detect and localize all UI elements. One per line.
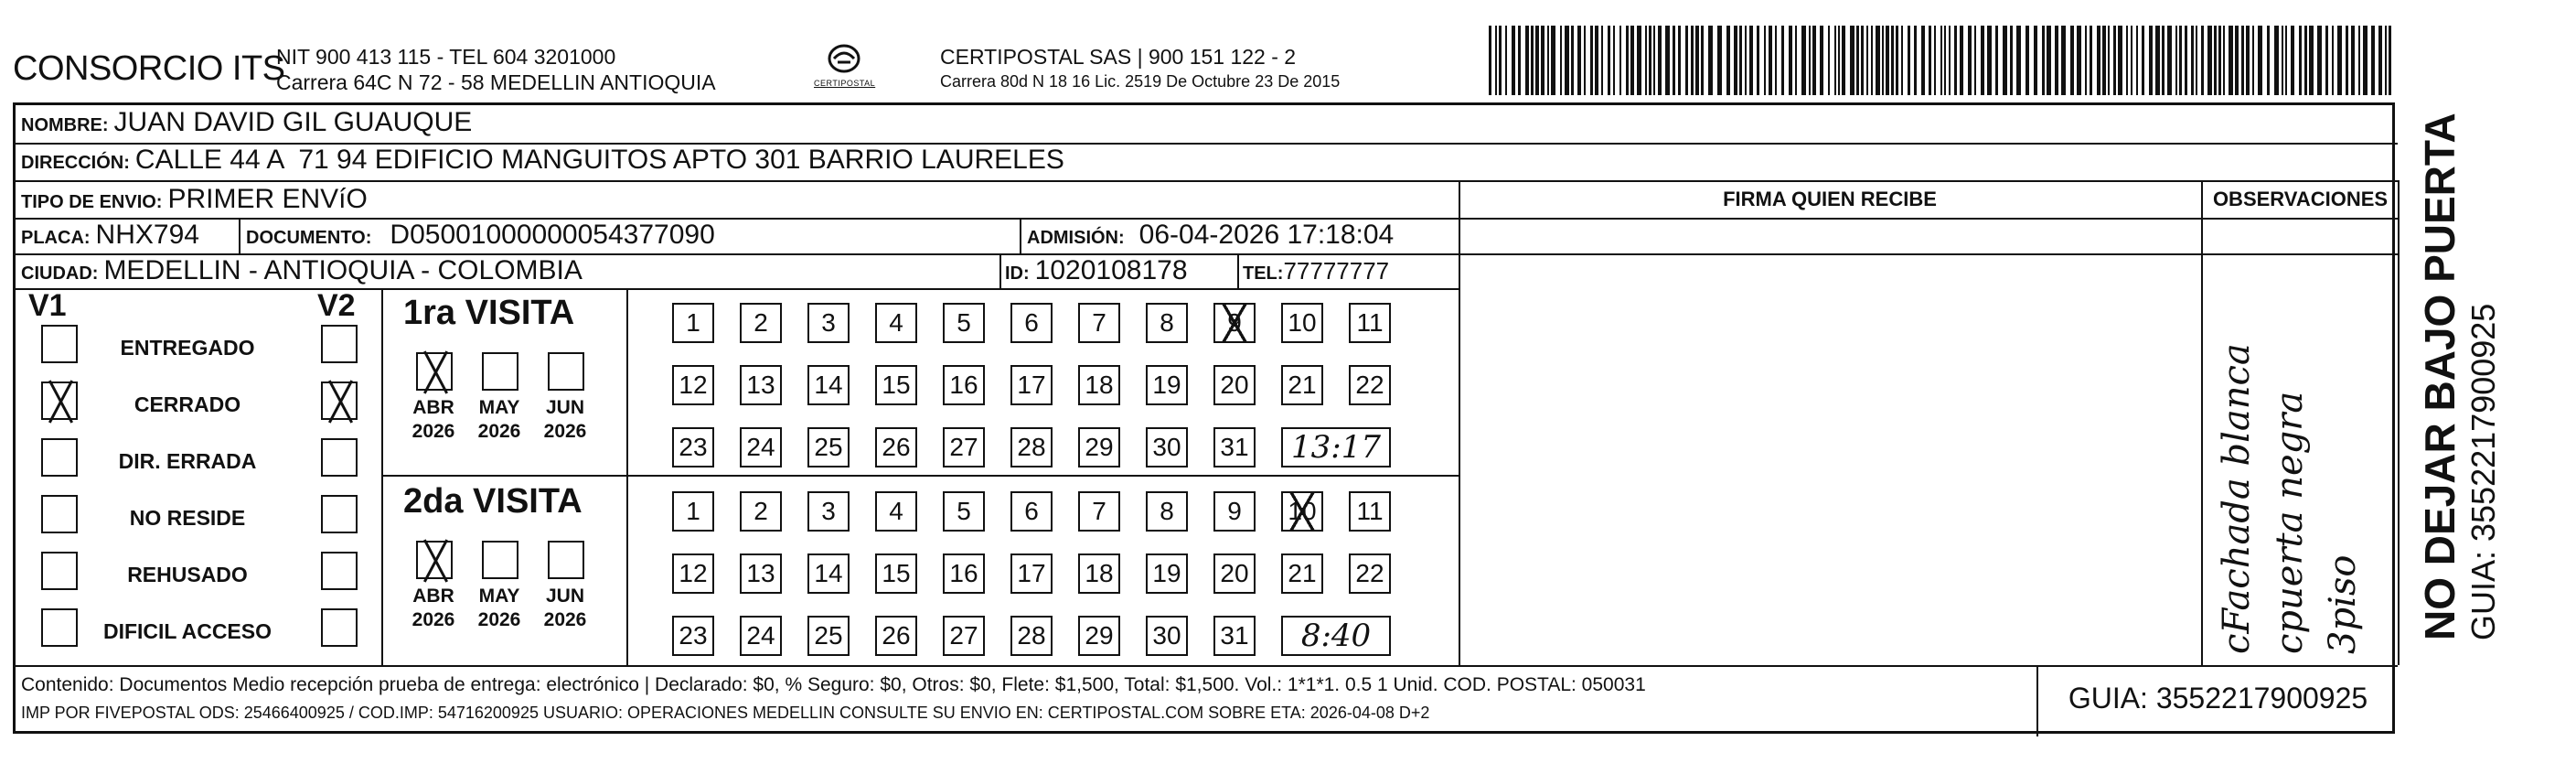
v2-checkbox[interactable] bbox=[321, 382, 358, 420]
admision-value: 06-04-2026 17:18:04 bbox=[1138, 220, 1395, 250]
barcode-bar bbox=[1499, 26, 1502, 95]
month-checkbox[interactable] bbox=[482, 541, 518, 579]
day-box[interactable]: 2 bbox=[740, 491, 782, 532]
day-box[interactable]: 9 bbox=[1213, 491, 1256, 532]
carrier-info bbox=[940, 44, 1340, 93]
month-name: JUN bbox=[545, 586, 584, 607]
company-info bbox=[276, 44, 716, 95]
day-box[interactable]: 29 bbox=[1078, 616, 1120, 656]
barcode-bar bbox=[1908, 26, 1910, 95]
barcode-bar bbox=[1781, 26, 1784, 95]
barcode-bar bbox=[2246, 26, 2250, 95]
day-box[interactable]: 25 bbox=[807, 427, 850, 467]
day-box[interactable]: 20 bbox=[1213, 553, 1256, 594]
barcode-bar bbox=[2299, 26, 2302, 95]
barcode-bar bbox=[2337, 26, 2342, 95]
barcode-bar bbox=[1940, 26, 1942, 95]
barcode-bar bbox=[1866, 26, 1868, 95]
barcode-bar bbox=[2167, 26, 2172, 95]
v1-label: V1 bbox=[28, 288, 67, 323]
day-box[interactable]: 5 bbox=[943, 491, 985, 532]
barcode-bar bbox=[2196, 26, 2197, 95]
barcode-bar bbox=[2162, 26, 2164, 95]
barcode-bar bbox=[2317, 26, 2322, 95]
barcode-bar bbox=[2378, 26, 2382, 95]
barcode-bar bbox=[2016, 26, 2021, 95]
barcode-bar bbox=[2026, 26, 2029, 95]
month-checkbox[interactable] bbox=[548, 541, 584, 579]
day-box[interactable]: 13 bbox=[740, 365, 782, 405]
barcode-bar bbox=[1525, 26, 1529, 95]
month-name: JUN bbox=[545, 397, 584, 418]
barcode-bar bbox=[1489, 26, 1491, 95]
barcode-bar bbox=[1914, 26, 1917, 95]
barcode-bar bbox=[1495, 26, 1497, 95]
month-label bbox=[533, 585, 597, 632]
day-box[interactable]: 17 bbox=[1010, 553, 1053, 594]
barcode-bar bbox=[2332, 26, 2334, 95]
barcode-bar bbox=[2077, 26, 2081, 95]
id-value: 1020108178 bbox=[1034, 255, 1188, 285]
barcode-bar bbox=[1626, 26, 1629, 95]
barcode-bar bbox=[1871, 26, 1873, 95]
barcode-bar bbox=[2285, 26, 2287, 95]
v1-checkbox[interactable] bbox=[41, 438, 78, 477]
v2-label: V2 bbox=[317, 288, 356, 323]
barcode-bar bbox=[1987, 26, 1992, 95]
month-year: 2026 bbox=[412, 609, 455, 630]
barcode-bar bbox=[1658, 26, 1662, 95]
footer-imp: IMP POR FIVEPOSTAL ODS: 25466400925 / COD.IMP: 54716200925 USUARIO: OPERACIONES MEDELLIN CONSULTE SU ENVIO EN: CERTIPOSTAL.COM SOBRE ETA: 2026-04-08 D+2 bbox=[21, 704, 1430, 722]
barcode bbox=[1489, 26, 2403, 95]
direccion-label: DIRECCIÓN: bbox=[21, 153, 130, 173]
barcode-bar bbox=[1601, 26, 1603, 95]
barcode-bar bbox=[1789, 26, 1792, 95]
barcode-bar bbox=[1838, 26, 1840, 95]
month-label bbox=[401, 396, 465, 444]
barcode-bar bbox=[1886, 26, 1889, 95]
documento-label: DOCUMENTO: bbox=[246, 228, 372, 248]
barcode-bar bbox=[2090, 26, 2092, 95]
company-nit: NIT 900 413 115 - TEL 604 3201000 bbox=[276, 45, 616, 69]
day-box[interactable]: 12 bbox=[672, 365, 714, 405]
barcode-bar bbox=[1584, 26, 1586, 95]
barcode-bar bbox=[1649, 26, 1651, 95]
shipping-form bbox=[13, 102, 2395, 734]
day-box[interactable]: 1 bbox=[672, 491, 714, 532]
barcode-bar bbox=[2241, 26, 2244, 95]
barcode-bar bbox=[2085, 26, 2087, 95]
barcode-bar bbox=[1645, 26, 1647, 95]
barcode-bar bbox=[2351, 26, 2355, 95]
id-label: ID: bbox=[1005, 263, 1030, 284]
barcode-bar bbox=[1974, 26, 1976, 95]
barcode-bar bbox=[1630, 26, 1634, 95]
barcode-bar bbox=[1691, 26, 1694, 95]
v2-checkbox[interactable] bbox=[321, 495, 358, 533]
status-label: NO RESIDE bbox=[129, 506, 246, 530]
ciudad-label: CIUDAD: bbox=[21, 263, 99, 284]
barcode-bar bbox=[1954, 26, 1957, 95]
firma-header: FIRMA QUIEN RECIBE bbox=[1723, 188, 1937, 210]
tel-value: 77777777 bbox=[1283, 257, 1390, 285]
barcode-bar bbox=[2385, 26, 2387, 95]
day-box[interactable]: 18 bbox=[1078, 365, 1120, 405]
day-box[interactable]: 22 bbox=[1349, 365, 1391, 405]
barcode-bar bbox=[1739, 26, 1742, 95]
tel-label: TEL: bbox=[1243, 263, 1284, 284]
barcode-bar bbox=[1717, 26, 1722, 95]
barcode-bar bbox=[1749, 26, 1753, 95]
day-box[interactable]: 7 bbox=[1078, 303, 1120, 343]
day-box[interactable]: 27 bbox=[943, 616, 985, 656]
barcode-bar bbox=[1505, 26, 1507, 95]
barcode-bar bbox=[1949, 26, 1951, 95]
day-box[interactable]: 19 bbox=[1146, 365, 1188, 405]
barcode-bar bbox=[1653, 26, 1655, 95]
day-box[interactable]: 4 bbox=[875, 491, 917, 532]
v1-checkbox[interactable] bbox=[41, 382, 78, 420]
barcode-bar bbox=[2389, 26, 2391, 95]
barcode-bar bbox=[1595, 26, 1598, 95]
day-box[interactable]: 15 bbox=[875, 553, 917, 594]
barcode-bar bbox=[1565, 26, 1569, 95]
day-box[interactable]: 5 bbox=[943, 303, 985, 343]
barcode-bar bbox=[2175, 26, 2177, 95]
footer-contenido: Contenido: Documentos Medio recepción prueba de entrega: electrónico | Declarado: $0, % Seguro: $0, Otros: $0, Flete: $1,500, Total: $1,500. Vol.: 1*1*1. 0.5 1 Unid. COD. POSTAL: 050031 bbox=[21, 674, 1646, 695]
day-box[interactable]: 21 bbox=[1281, 553, 1323, 594]
carrier-logo-icon bbox=[812, 40, 876, 97]
day-box[interactable]: 27 bbox=[943, 427, 985, 467]
company-name: CONSORCIO ITS bbox=[13, 49, 285, 88]
month-year: 2026 bbox=[477, 421, 521, 442]
barcode-bar bbox=[2282, 26, 2283, 95]
barcode-bar bbox=[1678, 26, 1681, 95]
nombre-label: NOMBRE: bbox=[21, 115, 109, 135]
barcode-bar bbox=[1685, 26, 1688, 95]
month-checkbox[interactable] bbox=[416, 541, 453, 579]
month-checkbox[interactable] bbox=[416, 352, 453, 391]
barcode-bar bbox=[1856, 26, 1859, 95]
barcode-bar bbox=[1891, 26, 1894, 95]
day-box[interactable]: 24 bbox=[740, 427, 782, 467]
day-box[interactable]: 31 bbox=[1213, 427, 1256, 467]
visit-title: 1ra VISITA bbox=[403, 294, 575, 332]
barcode-bar bbox=[2191, 26, 2194, 95]
barcode-bar bbox=[1929, 26, 1931, 95]
observacion-line: 3piso bbox=[2322, 554, 2364, 654]
side-warning: NO DEJAR BAJO PUERTA bbox=[2416, 113, 2464, 640]
day-box[interactable]: 8 bbox=[1146, 303, 1188, 343]
month-label bbox=[467, 585, 531, 632]
barcode-bar bbox=[2102, 26, 2106, 95]
day-box[interactable]: 23 bbox=[672, 616, 714, 656]
barcode-bar bbox=[2155, 26, 2160, 95]
barcode-bar bbox=[2371, 26, 2375, 95]
day-box[interactable]: 3 bbox=[807, 303, 850, 343]
barcode-bar bbox=[2047, 26, 2051, 95]
day-box[interactable]: 22 bbox=[1349, 553, 1391, 594]
barcode-bar bbox=[1968, 26, 1972, 95]
barcode-bar bbox=[1769, 26, 1772, 95]
barcode-bar bbox=[1795, 26, 1797, 95]
footer-guia: GUIA: 3552217900925 bbox=[2068, 682, 2368, 715]
day-box[interactable]: 23 bbox=[672, 427, 714, 467]
barcode-bar bbox=[2108, 26, 2110, 95]
month-label bbox=[467, 396, 531, 444]
barcode-bar bbox=[1757, 26, 1759, 95]
v2-checkbox[interactable] bbox=[321, 438, 358, 477]
barcode-bar bbox=[1995, 26, 1998, 95]
barcode-bar bbox=[1608, 26, 1610, 95]
barcode-bar bbox=[2274, 26, 2279, 95]
side-panel bbox=[2414, 113, 2502, 640]
barcode-bar bbox=[1775, 26, 1777, 95]
observacion-line: cpuerta negra bbox=[2269, 391, 2311, 654]
placa-label: PLACA: bbox=[21, 228, 91, 248]
barcode-bar bbox=[2131, 26, 2132, 95]
barcode-bar bbox=[1708, 26, 1713, 95]
barcode-bar bbox=[1535, 26, 1539, 95]
status-label: REHUSADO bbox=[127, 563, 248, 586]
month-label bbox=[533, 396, 597, 444]
barcode-bar bbox=[1665, 26, 1670, 95]
barcode-bar bbox=[1850, 26, 1855, 95]
day-box[interactable]: 30 bbox=[1146, 616, 1188, 656]
month-name: ABR bbox=[412, 397, 454, 418]
barcode-bar bbox=[1701, 26, 1704, 95]
observaciones-header: OBSERVACIONES bbox=[2212, 188, 2389, 210]
barcode-bar bbox=[1882, 26, 1884, 95]
barcode-bar bbox=[2010, 26, 2013, 95]
day-box[interactable]: 7 bbox=[1078, 491, 1120, 532]
barcode-bar bbox=[1547, 26, 1549, 95]
barcode-bar bbox=[2363, 26, 2368, 95]
day-box[interactable]: 15 bbox=[875, 365, 917, 405]
barcode-bar bbox=[2142, 26, 2144, 95]
barcode-bar bbox=[1531, 26, 1534, 95]
barcode-bar bbox=[2126, 26, 2128, 95]
day-box[interactable]: 26 bbox=[875, 427, 917, 467]
barcode-bar bbox=[2214, 26, 2217, 95]
day-box[interactable]: 26 bbox=[875, 616, 917, 656]
day-box[interactable]: 16 bbox=[943, 553, 985, 594]
day-box[interactable]: 18 bbox=[1078, 553, 1120, 594]
barcode-bar bbox=[1551, 26, 1555, 95]
barcode-bar bbox=[2258, 26, 2262, 95]
barcode-bar bbox=[2223, 26, 2225, 95]
tipo-envio-value: PRIMER ENVíO bbox=[167, 184, 368, 214]
barcode-bar bbox=[2235, 26, 2239, 95]
barcode-bar bbox=[2055, 26, 2058, 95]
placa-value: NHX794 bbox=[95, 220, 199, 250]
documento-value: D05001000000054377090 bbox=[390, 220, 715, 250]
barcode-bar bbox=[1820, 26, 1823, 95]
day-box[interactable]: 24 bbox=[740, 616, 782, 656]
barcode-bar bbox=[1695, 26, 1699, 95]
observacion-line: cFachada blanca bbox=[2216, 343, 2258, 654]
v1-checkbox[interactable] bbox=[41, 552, 78, 590]
observaciones-handwritten bbox=[2210, 270, 2393, 654]
barcode-bar bbox=[2003, 26, 2007, 95]
day-box[interactable]: 28 bbox=[1010, 427, 1053, 467]
barcode-bar bbox=[1861, 26, 1864, 95]
v2-checkbox[interactable] bbox=[321, 608, 358, 647]
barcode-bar bbox=[1876, 26, 1880, 95]
barcode-bar bbox=[1734, 26, 1737, 95]
barcode-bar bbox=[1921, 26, 1925, 95]
month-year: 2026 bbox=[543, 421, 587, 442]
day-box[interactable]: 31 bbox=[1213, 616, 1256, 656]
day-box[interactable]: 30 bbox=[1146, 427, 1188, 467]
month-name: ABR bbox=[412, 586, 454, 607]
direccion-value: CALLE 44 A 71 94 EDIFICIO MANGUITOS APTO 301 BARRIO LAURELES bbox=[134, 145, 1064, 175]
barcode-bar bbox=[2218, 26, 2221, 95]
day-box[interactable]: 6 bbox=[1010, 491, 1053, 532]
barcode-bar bbox=[2149, 26, 2153, 95]
barcode-bar bbox=[2070, 26, 2074, 95]
barcode-bar bbox=[2061, 26, 2066, 95]
month-name: MAY bbox=[478, 397, 520, 418]
barcode-bar bbox=[2358, 26, 2360, 95]
barcode-bar bbox=[1896, 26, 1898, 95]
carrier-logo-text: CERTIPOSTAL bbox=[814, 79, 876, 88]
nombre-value: JUAN DAVID GIL GUAUQUE bbox=[113, 107, 473, 137]
side-guia: GUIA: 3552217900925 bbox=[2464, 303, 2502, 640]
barcode-bar bbox=[2185, 26, 2187, 95]
company-address: Carrera 64C N 72 - 58 MEDELLIN ANTIOQUIA bbox=[276, 70, 716, 94]
day-box[interactable]: 10 bbox=[1281, 303, 1323, 343]
status-label: DIR. ERRADA bbox=[118, 449, 257, 473]
day-box[interactable]: 2 bbox=[740, 303, 782, 343]
v2-checkbox[interactable] bbox=[321, 325, 358, 363]
day-box[interactable]: 25 bbox=[807, 616, 850, 656]
barcode-bar bbox=[1828, 26, 1830, 95]
day-box[interactable]: 28 bbox=[1010, 616, 1053, 656]
barcode-bar bbox=[2034, 26, 2037, 95]
barcode-bar bbox=[2118, 26, 2122, 95]
barcode-bar bbox=[1726, 26, 1730, 95]
v2-checkbox[interactable] bbox=[321, 552, 358, 590]
barcode-bar bbox=[2201, 26, 2204, 95]
admision-label: ADMISIÓN: bbox=[1027, 228, 1125, 248]
day-box[interactable]: 11 bbox=[1349, 303, 1391, 343]
barcode-bar bbox=[2229, 26, 2233, 95]
barcode-bar bbox=[1541, 26, 1545, 95]
barcode-bar bbox=[1745, 26, 1747, 95]
status-label: DIFICIL ACCESO bbox=[102, 619, 272, 643]
barcode-bar bbox=[1901, 26, 1903, 95]
barcode-bar bbox=[2346, 26, 2348, 95]
barcode-bar bbox=[1613, 26, 1615, 95]
barcode-bar bbox=[1764, 26, 1766, 95]
barcode-bar bbox=[2304, 26, 2307, 95]
tipo-envio-label: TIPO DE ENVIO: bbox=[21, 192, 163, 212]
status-label: ENTREGADO bbox=[120, 336, 255, 360]
day-box[interactable]: 11 bbox=[1349, 491, 1391, 532]
barcode-bar bbox=[2097, 26, 2100, 95]
barcode-bar bbox=[1560, 26, 1562, 95]
carrier-address: Carrera 80d N 18 16 Lic. 2519 De Octubre 23 De 2015 bbox=[940, 72, 1341, 91]
day-box[interactable]: 6 bbox=[1010, 303, 1053, 343]
barcode-bar bbox=[1512, 26, 1515, 95]
barcode-bar bbox=[1637, 26, 1641, 95]
barcode-bar bbox=[2267, 26, 2270, 95]
visit-time: 8:40 bbox=[1281, 616, 1391, 656]
day-box[interactable]: 4 bbox=[875, 303, 917, 343]
day-box[interactable]: 8 bbox=[1146, 491, 1188, 532]
barcode-bar bbox=[1571, 26, 1574, 95]
v1-checkbox[interactable] bbox=[41, 495, 78, 533]
day-box[interactable]: 3 bbox=[807, 491, 850, 532]
barcode-bar bbox=[1934, 26, 1936, 95]
ciudad-value: MEDELLIN - ANTIOQUIA - COLOMBIA bbox=[103, 255, 583, 285]
day-box[interactable]: 29 bbox=[1078, 427, 1120, 467]
barcode-bar bbox=[2042, 26, 2045, 95]
day-box[interactable]: 17 bbox=[1010, 365, 1053, 405]
barcode-bar bbox=[1812, 26, 1816, 95]
month-checkbox[interactable] bbox=[482, 352, 518, 391]
barcode-bar bbox=[1518, 26, 1521, 95]
carrier-logo bbox=[812, 40, 876, 97]
month-name: MAY bbox=[478, 586, 520, 607]
barcode-bar bbox=[2136, 26, 2138, 95]
barcode-bar bbox=[1590, 26, 1593, 95]
barcode-bar bbox=[2179, 26, 2182, 95]
barcode-bar bbox=[1981, 26, 1984, 95]
visit-title: 2da VISITA bbox=[403, 482, 583, 521]
barcode-bar bbox=[2113, 26, 2116, 95]
month-label bbox=[401, 585, 465, 632]
barcode-bar bbox=[1673, 26, 1675, 95]
carrier-name: CERTIPOSTAL SAS | 900 151 122 - 2 bbox=[940, 45, 1297, 69]
barcode-bar bbox=[1834, 26, 1836, 95]
month-year: 2026 bbox=[543, 609, 587, 630]
visit-time: 13:17 bbox=[1281, 427, 1391, 467]
month-year: 2026 bbox=[477, 609, 521, 630]
barcode-bar bbox=[1960, 26, 1963, 95]
day-box[interactable]: 9 bbox=[1213, 303, 1256, 343]
day-box[interactable]: 16 bbox=[943, 365, 985, 405]
day-box[interactable]: 10 bbox=[1281, 491, 1323, 532]
month-year: 2026 bbox=[412, 421, 455, 442]
barcode-bar bbox=[2252, 26, 2254, 95]
day-box[interactable]: 20 bbox=[1213, 365, 1256, 405]
day-box[interactable]: 13 bbox=[740, 553, 782, 594]
day-box[interactable]: 14 bbox=[807, 365, 850, 405]
barcode-bar bbox=[2207, 26, 2212, 95]
barcode-bar bbox=[1801, 26, 1806, 95]
barcode-bar bbox=[2325, 26, 2328, 95]
barcode-bar bbox=[2291, 26, 2294, 95]
barcode-bar bbox=[1944, 26, 1946, 95]
v1-checkbox[interactable] bbox=[41, 608, 78, 647]
day-box[interactable]: 14 bbox=[807, 553, 850, 594]
barcode-bar bbox=[1842, 26, 1845, 95]
day-box[interactable]: 19 bbox=[1146, 553, 1188, 594]
day-box[interactable]: 1 bbox=[672, 303, 714, 343]
barcode-bar bbox=[1619, 26, 1621, 95]
day-box[interactable]: 12 bbox=[672, 553, 714, 594]
status-label: CERRADO bbox=[134, 392, 241, 416]
barcode-bar bbox=[2309, 26, 2314, 95]
barcode-bar bbox=[1809, 26, 1811, 95]
v1-checkbox[interactable] bbox=[41, 325, 78, 363]
barcode-bar bbox=[1577, 26, 1581, 95]
month-checkbox[interactable] bbox=[548, 352, 584, 391]
day-box[interactable]: 21 bbox=[1281, 365, 1323, 405]
